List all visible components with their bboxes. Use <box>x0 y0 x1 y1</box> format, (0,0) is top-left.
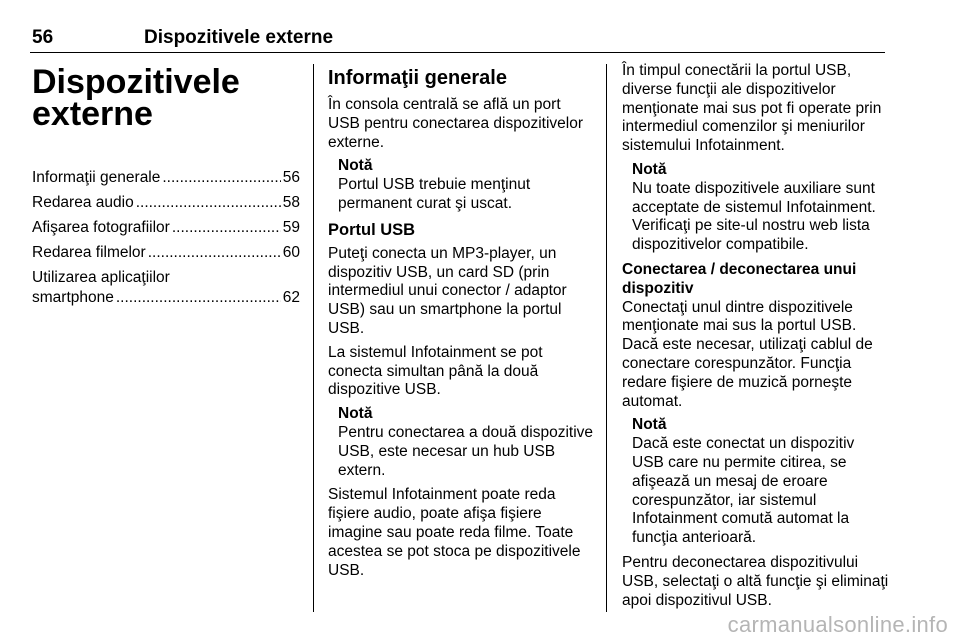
toc-entry-label: Redarea audio <box>32 194 134 211</box>
paragraph: La sistemul Infotainment se pot conecta simultan până la două dispozitive USB. <box>328 343 543 399</box>
toc-entry-label: Informaţii generale <box>32 169 161 186</box>
column-divider <box>313 64 314 612</box>
subsection-heading: Portul USB <box>328 220 416 239</box>
note-label: Notă <box>632 416 667 434</box>
watermark: carmanualsonline.info <box>727 612 948 637</box>
column-divider <box>606 64 607 612</box>
paragraph: Conectaţi unul dintre dispozitivele menţionate mai sus la portul USB. Dacă este necesar, utilizaţi cablul de conectare corespunzător. Funcţia redare fişiere de muzică porneşte automat. <box>622 298 873 410</box>
toc-entry-label: Afişarea fotografiilor <box>32 219 170 236</box>
toc-entry-page: 58 <box>282 194 300 211</box>
page-number: 56 <box>32 27 54 48</box>
toc-entry[interactable] <box>32 268 300 308</box>
note-text: Pentru conectarea a două dispozitive USB, este necesar un hub USB extern. <box>338 423 594 479</box>
toc-entry-label: Utilizarea aplicaţiilor <box>32 269 170 286</box>
toc-entry[interactable] <box>32 243 300 263</box>
note-box <box>338 405 596 480</box>
paragraph: Puteţi conecta un MP3-player, un dispozitiv USB, un card SD (prin intermediul unui conector / adaptor USB) sau un smartphone la portul USB. <box>328 244 567 337</box>
note-text: Portul USB trebuie menţinut permanent curat şi uscat. <box>338 176 531 212</box>
paragraph: Sistemul Infotainment poate reda fişiere audio, poate afişa fişiere imagine sau poate reda filme. Toate acestea se pot stoca pe dispozitivele USB. <box>328 486 581 579</box>
general-info-column <box>328 62 596 585</box>
paragraph: Pentru deconectarea dispozitivului USB, selectaţi o altă funcţie şi eliminaţi apoi dispozitivul USB. <box>622 553 889 609</box>
note-text: Nu toate dispozitivele auxiliare sunt acceptate de sistemul Infotainment. Verificaţi pe site-ul nostru web lista dispozitivelor compatibile. <box>632 179 876 254</box>
page-header <box>30 26 885 53</box>
note-box <box>632 161 890 255</box>
toc-entry-label-cont: smartphone <box>32 289 114 306</box>
note-text: Dacă este conectat un dispozitiv USB care nu permite citirea, se afişează un mesaj de eroare corespunzător, iar sistemul Infotainment comută automat la funcţia anterioară. <box>632 435 855 547</box>
toc-entry[interactable] <box>32 168 300 188</box>
chapter-contents-column <box>32 62 300 308</box>
note-box <box>632 416 890 548</box>
section-heading: Informaţii generale <box>328 67 507 89</box>
toc-entry[interactable] <box>32 218 300 238</box>
usb-connection-column <box>622 62 890 615</box>
subsection-heading: Conectarea / deconectarea unui dispozitiv <box>622 260 857 297</box>
note-label: Notă <box>338 157 373 175</box>
paragraph: În timpul conectării la portul USB, diverse funcţii ale dispozitivelor menţionate mai sus pot fi operate prin intermediul comenzilor şi meniurilor sistemului Infotainment. <box>622 62 882 155</box>
toc-entry-label: Redarea filmelor <box>32 244 146 261</box>
toc-entry-page: 59 <box>282 219 300 236</box>
table-of-contents <box>32 168 300 308</box>
note-label: Notă <box>632 160 667 178</box>
chapter-title: Dispozitivele externe <box>144 27 334 48</box>
toc-entry[interactable] <box>32 193 300 213</box>
note-label: Notă <box>338 405 373 423</box>
paragraph: În consola centrală se află un port USB pentru conectarea dispozitivelor externe. <box>328 96 584 151</box>
chapter-heading: Dispozitivele externe <box>32 63 240 133</box>
toc-entry-page: 56 <box>282 169 300 186</box>
toc-entry-page: 62 <box>282 289 300 306</box>
toc-entry-page: 60 <box>282 244 300 261</box>
note-box <box>338 157 596 213</box>
